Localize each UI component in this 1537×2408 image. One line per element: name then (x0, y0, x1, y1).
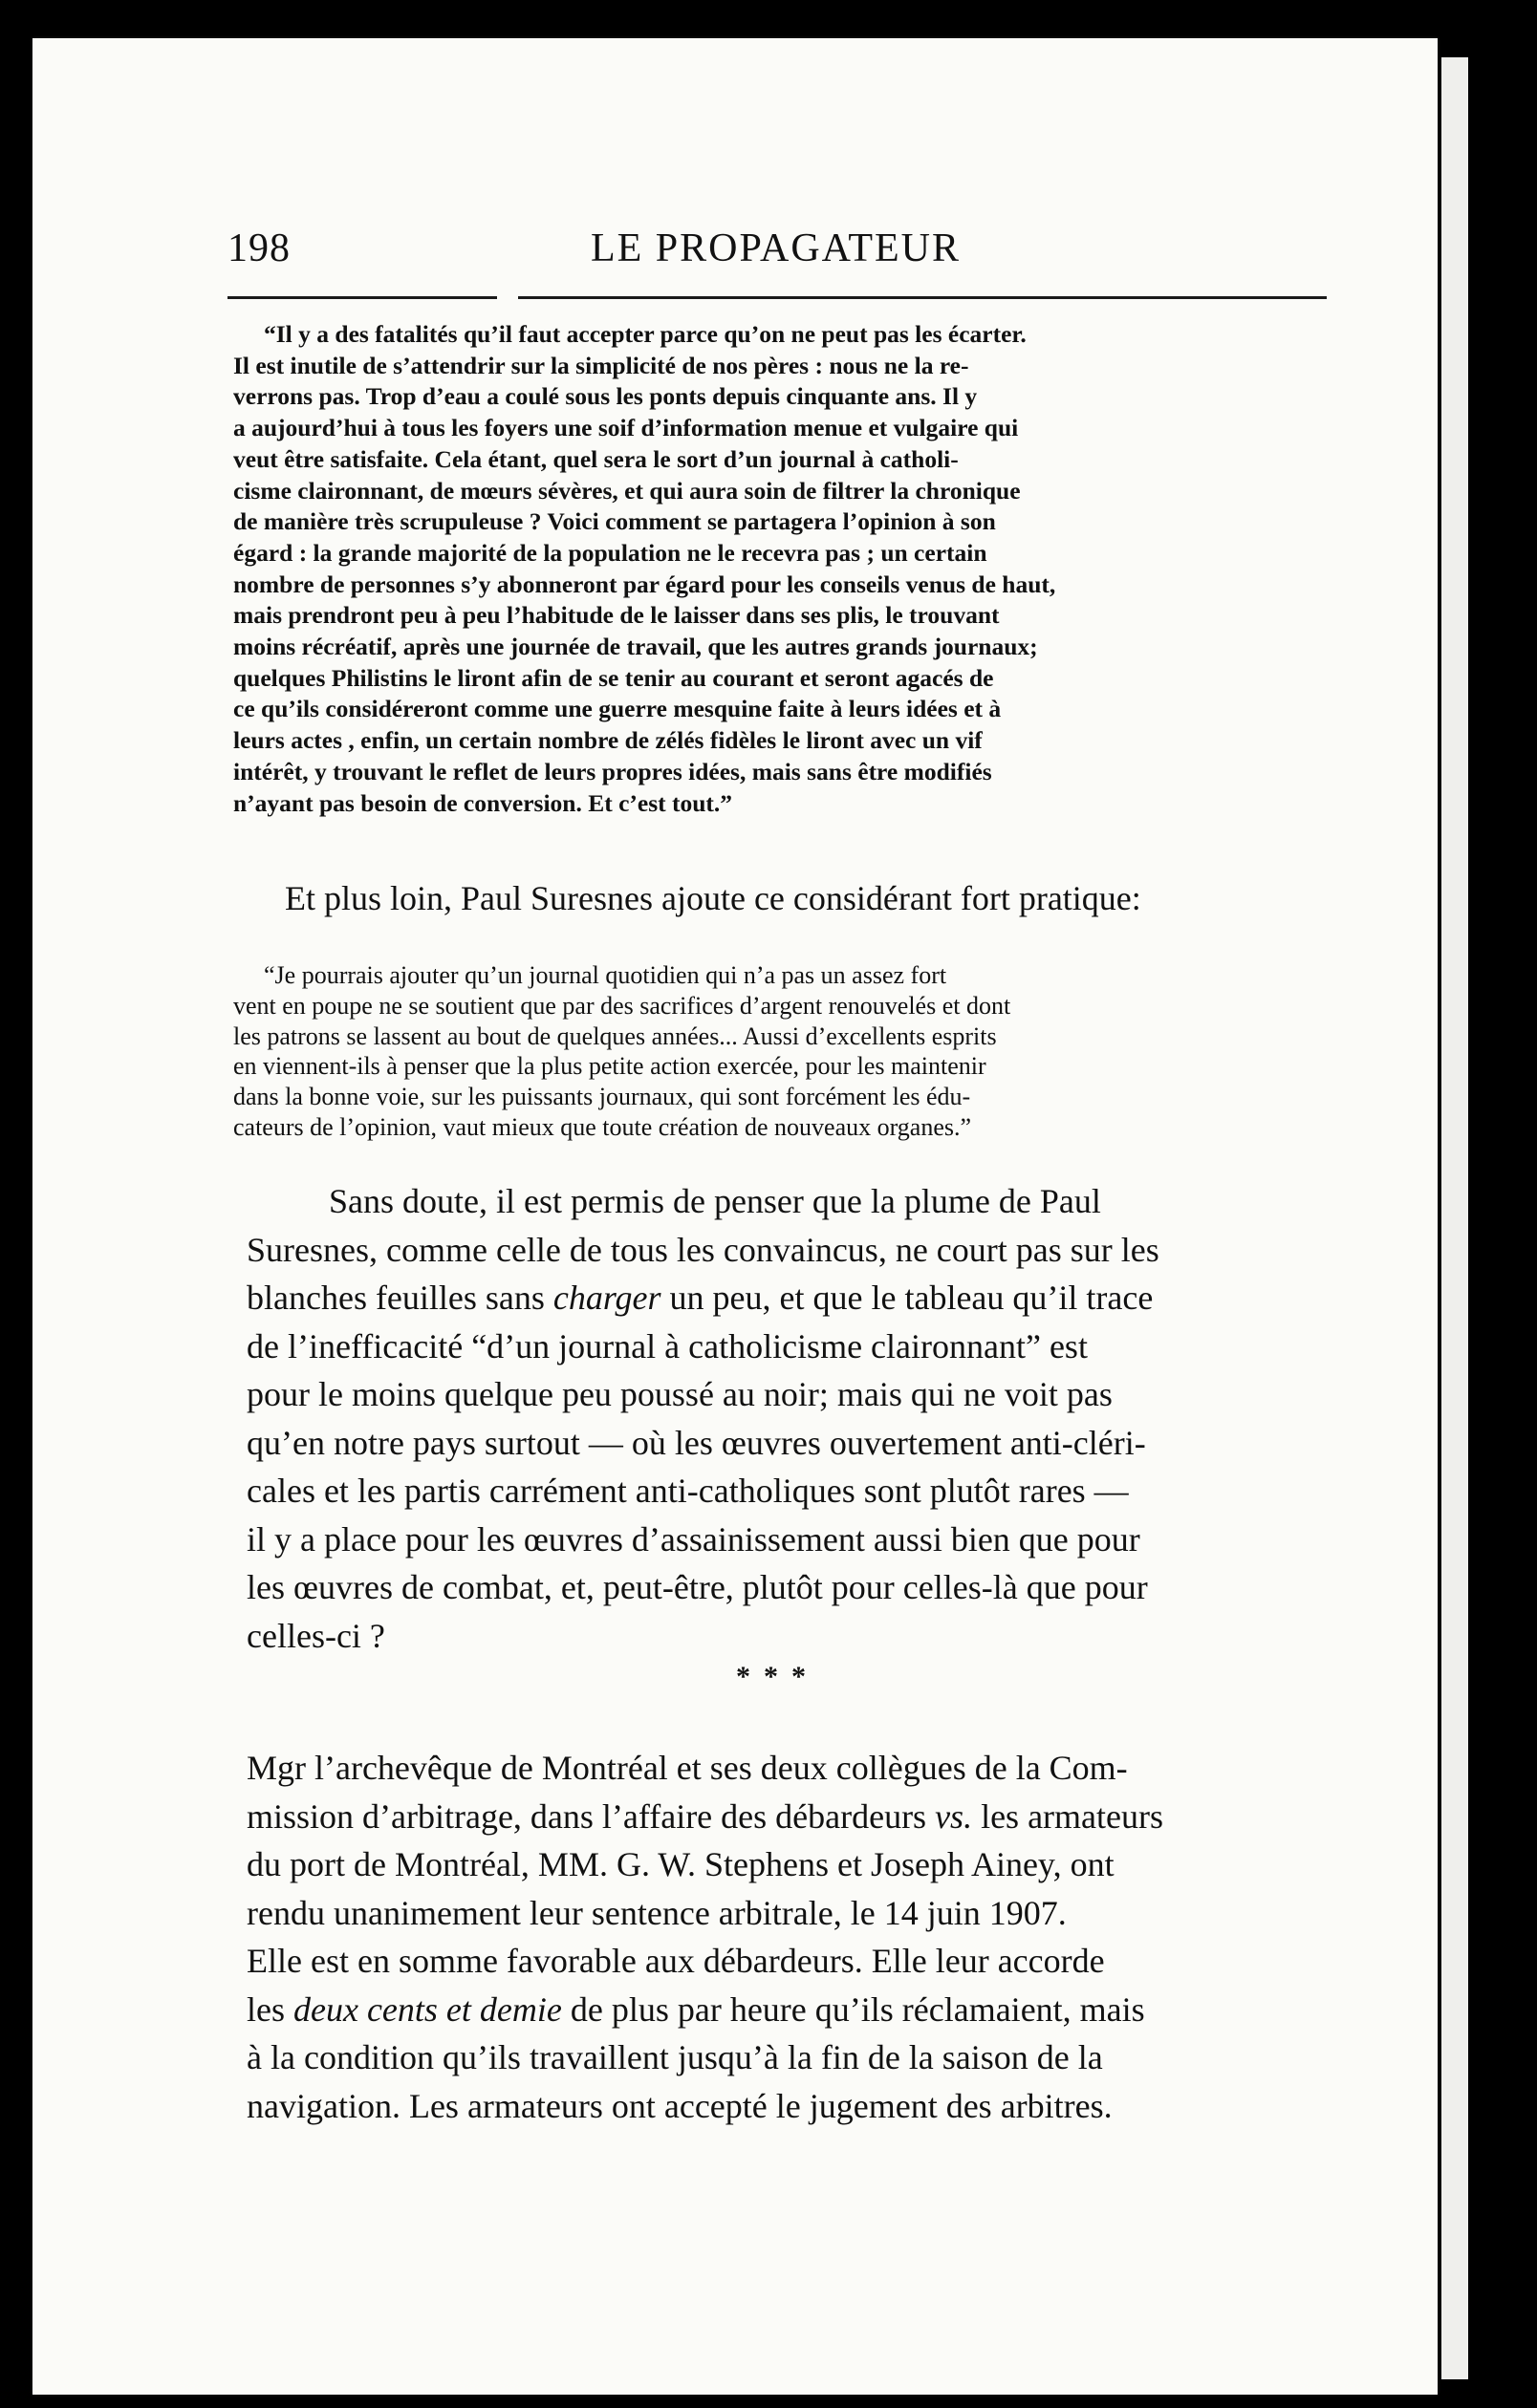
page-number: 198 (227, 226, 291, 270)
emphasis: deux cents et demie (293, 1989, 562, 2029)
quote2-line: vent en poupe ne se soutient que par des sacrifices d’argent renouvelés et dont (233, 991, 1011, 1020)
section-separator: *** (736, 1661, 819, 1692)
quote1-line: nombre de personnes s’y abonneront par égard pour les conseils venus de haut, (233, 570, 1056, 598)
para2-line: du port de Montréal, MM. G. W. Stephens et Joseph Ainey, ont (247, 1845, 1115, 1883)
header-rule (227, 296, 1327, 299)
para1-line: il y a place pour les œuvres d’assainissement aussi bien que pour (247, 1519, 1140, 1559)
para2-line: navigation. Les armateurs ont accepté le jugement des arbitres. (247, 2086, 1113, 2125)
para2-line: rendu unanimement leur sentence arbitrale, le 14 juin 1907. (247, 1893, 1067, 1932)
para2-line: mission d’arbitrage, dans l’affaire des débardeurs vs. les armateurs (247, 1796, 1163, 1836)
emphasis: vs. (935, 1796, 973, 1836)
quote1-line: mais prendront peu à peu l’habitude de le laisser dans ses plis, le trouvant (233, 601, 1000, 630)
quote-block-1 (233, 319, 1332, 819)
quote1-line: Il est inutile de s’attendrir sur la simplicité de nos pères : nous ne la re- (233, 351, 969, 379)
para2-line: à la condition qu’ils travaillent jusqu’à la fin de la saison de la (247, 2038, 1103, 2076)
running-title: LE PROPAGATEUR (591, 226, 962, 270)
quote1-line: n’ayant pas besoin de conversion. Et c’est tout.” (233, 788, 733, 817)
para1-line: pour le moins quelque peu poussé au noir; mais qui ne voit pas (247, 1375, 1113, 1413)
emphasis: charger (552, 1279, 661, 1317)
quote1-line: leurs actes , enfin, un certain nombre de zélés fidèles le liront avec un vif (233, 726, 983, 755)
quote2-line: “Je pourrais ajouter qu’un journal quotidien qui n’a pas un assez fort (264, 961, 947, 989)
para1-line: celles-ci ? (247, 1616, 385, 1655)
quote1-line: verrons pas. Trop d’eau a coulé sous les ponts depuis cinquante ans. Il y (233, 382, 978, 411)
para1-line: de l’inefficacité “d’un journal à catholicisme claironnant” est (247, 1326, 1088, 1365)
quote1-line: cisme claironnant, de mœurs sévères, et qui aura soin de filtrer la chronique (233, 476, 1021, 505)
para2-line: les deux cents et demie de plus par heure qu’ils réclamaient, mais (247, 1989, 1145, 2029)
intro-paragraph (285, 874, 1355, 923)
intro-line: Et plus loin, Paul Suresnes ajoute ce considérant fort pratique: (285, 879, 1141, 917)
body-paragraph-1 (247, 1177, 1346, 1660)
para1-line: les œuvres de combat, et, peut-être, plutôt pour celles-là que pour (247, 1568, 1148, 1606)
quote2-line: cateurs de l’opinion, vaut mieux que toute création de nouveaux organes.” (233, 1112, 972, 1141)
quote1-line: ce qu’ils considéreront comme une guerre mesquine faite à leurs idées et à (233, 695, 1002, 723)
quote-block-2 (233, 960, 1332, 1143)
para1-line: Sans doute, il est permis de penser que la plume de Paul (329, 1182, 1101, 1220)
quote2-line: dans la bonne voie, sur les puissants journaux, qui sont forcément les édu- (233, 1083, 971, 1111)
quote1-line: de manière très scrupuleuse ? Voici comment se partagera l’opinion à son (233, 507, 996, 536)
para1-line: blanches feuilles sans charger un peu, et que le tableau qu’il trace (247, 1279, 1154, 1317)
para1-line: cales et les partis carrément anti-catholiques sont plutôt rares — (247, 1472, 1129, 1510)
para1-line: Suresnes, comme celle de tous les convaincus, ne court pas sur les (247, 1230, 1159, 1269)
quote1-line: veut être satisfaite. Cela étant, quel sera le sort d’un journal à catholi- (233, 444, 959, 473)
para2-line: Elle est en somme favorable aux débardeurs. Elle leur accorde (247, 1942, 1105, 1980)
quote1-line: intérêt, y trouvant le reflet de leurs propres idées, mais sans être modifiés (233, 757, 992, 785)
quote2-line: en viennent-ils à penser que la plus petite action exercée, pour les maintenir (233, 1052, 986, 1081)
quote1-line: quelques Philistins le liront afin de se tenir au courant et seront agacés de (233, 663, 994, 692)
para2-line: Mgr l’archevêque de Montréal et ses deux collègues de la Com- (247, 1749, 1128, 1787)
body-paragraph-2 (247, 1744, 1346, 2130)
para1-line: qu’en notre pays surtout — où les œuvres ouvertement anti-cléri- (247, 1423, 1146, 1462)
header-rule-gap (497, 294, 518, 301)
quote1-line: a aujourd’hui à tous les foyers une soif d’information menue et vulgaire qui (233, 414, 1019, 442)
quote1-line: égard : la grande majorité de la population ne le recevra pas ; un certain (233, 538, 987, 567)
next-page-edge (1441, 57, 1468, 2379)
quote1-line: “Il y a des fatalités qu’il faut accepter parce qu’on ne peut pas les écarter. (264, 320, 1027, 348)
quote2-line: les patrons se lassent au bout de quelques années... Aussi d’excellents esprits (233, 1021, 997, 1050)
quote1-line: moins récréatif, après une journée de travail, que les autres grands journaux; (233, 633, 1038, 661)
page-header (227, 222, 1327, 279)
